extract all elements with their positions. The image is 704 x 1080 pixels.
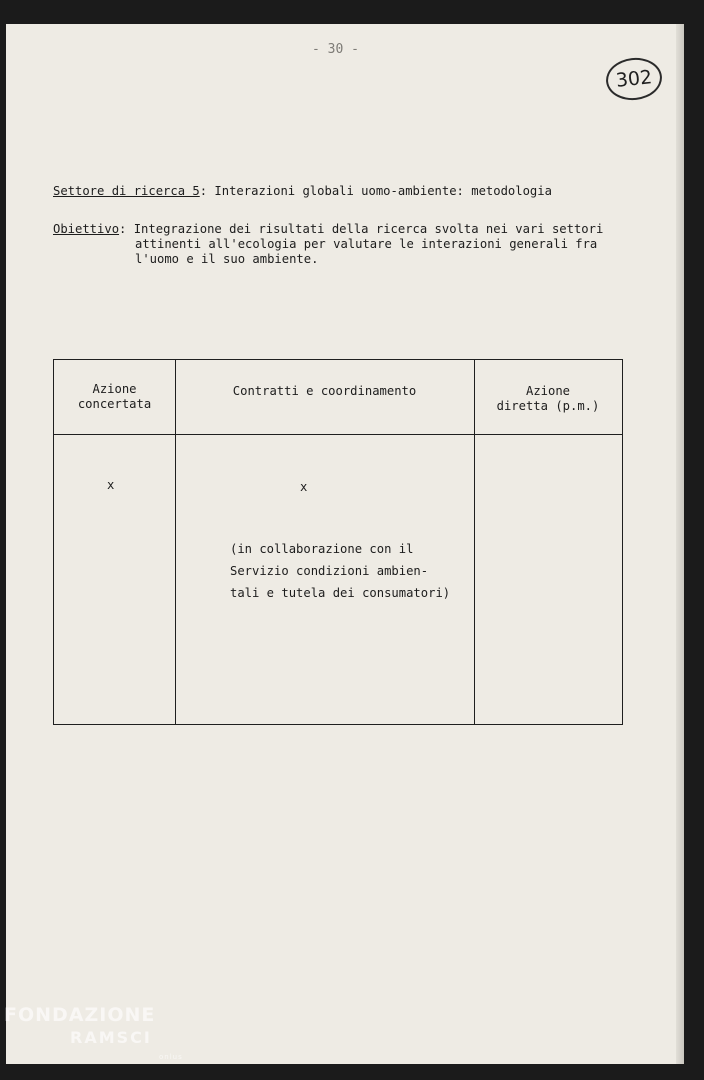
page-edge	[676, 24, 684, 1064]
header-concerted-line-2: concertata	[77, 397, 152, 411]
page-number: - 30 -	[312, 42, 359, 57]
header-direct-line-1: Azione	[525, 384, 571, 398]
header-contracts-coordination: Contratti e coordinamento	[232, 384, 417, 398]
header-concerted-line-1: Azione	[92, 382, 137, 396]
collaboration-note-line-3: tali e tutela dei consumatori)	[230, 586, 451, 600]
concerted-action-mark: x	[107, 478, 115, 492]
document-page	[6, 24, 684, 1064]
collaboration-note-line-2: Servizio condizioni ambien-	[230, 564, 429, 578]
table-column-divider-2	[474, 360, 475, 724]
objective-text-1: : Integrazione dei risultati della ricerca svolta nei vari settori	[119, 222, 604, 236]
research-sector-heading	[53, 184, 552, 198]
collaboration-note	[230, 538, 450, 604]
heading-label: Settore di ricerca 5	[53, 184, 200, 198]
header-concerted-action	[54, 382, 175, 412]
objective-label: Obiettivo	[53, 222, 120, 236]
archive-stamp	[604, 55, 664, 103]
header-direct-line-2: diretta (p.m.)	[496, 399, 600, 413]
objective-line-2: attinenti all'ecologia per valutare le interazioni generali fra	[135, 237, 598, 251]
objective-paragraph	[53, 222, 623, 267]
action-table	[53, 359, 623, 725]
watermark-line-2: RAMSCI	[70, 1028, 152, 1047]
contracts-mark: x	[300, 480, 308, 494]
heading-text: : Interazioni globali uomo-ambiente: metodologia	[199, 184, 552, 198]
collaboration-note-line-1: (in collaborazione con il	[230, 542, 414, 556]
objective-line-3: l'uomo e il suo ambiente.	[135, 252, 319, 266]
header-direct-action	[474, 384, 622, 414]
watermark-line-1: FONDAZIONE	[4, 1004, 156, 1026]
archive-stamp-number: 302	[614, 66, 654, 92]
table-column-divider-1	[175, 360, 176, 724]
watermark-line-3: onlus	[159, 1053, 183, 1061]
table-header-divider	[54, 434, 622, 435]
archive-watermark	[4, 1004, 204, 1061]
objective-line-1	[53, 222, 623, 237]
